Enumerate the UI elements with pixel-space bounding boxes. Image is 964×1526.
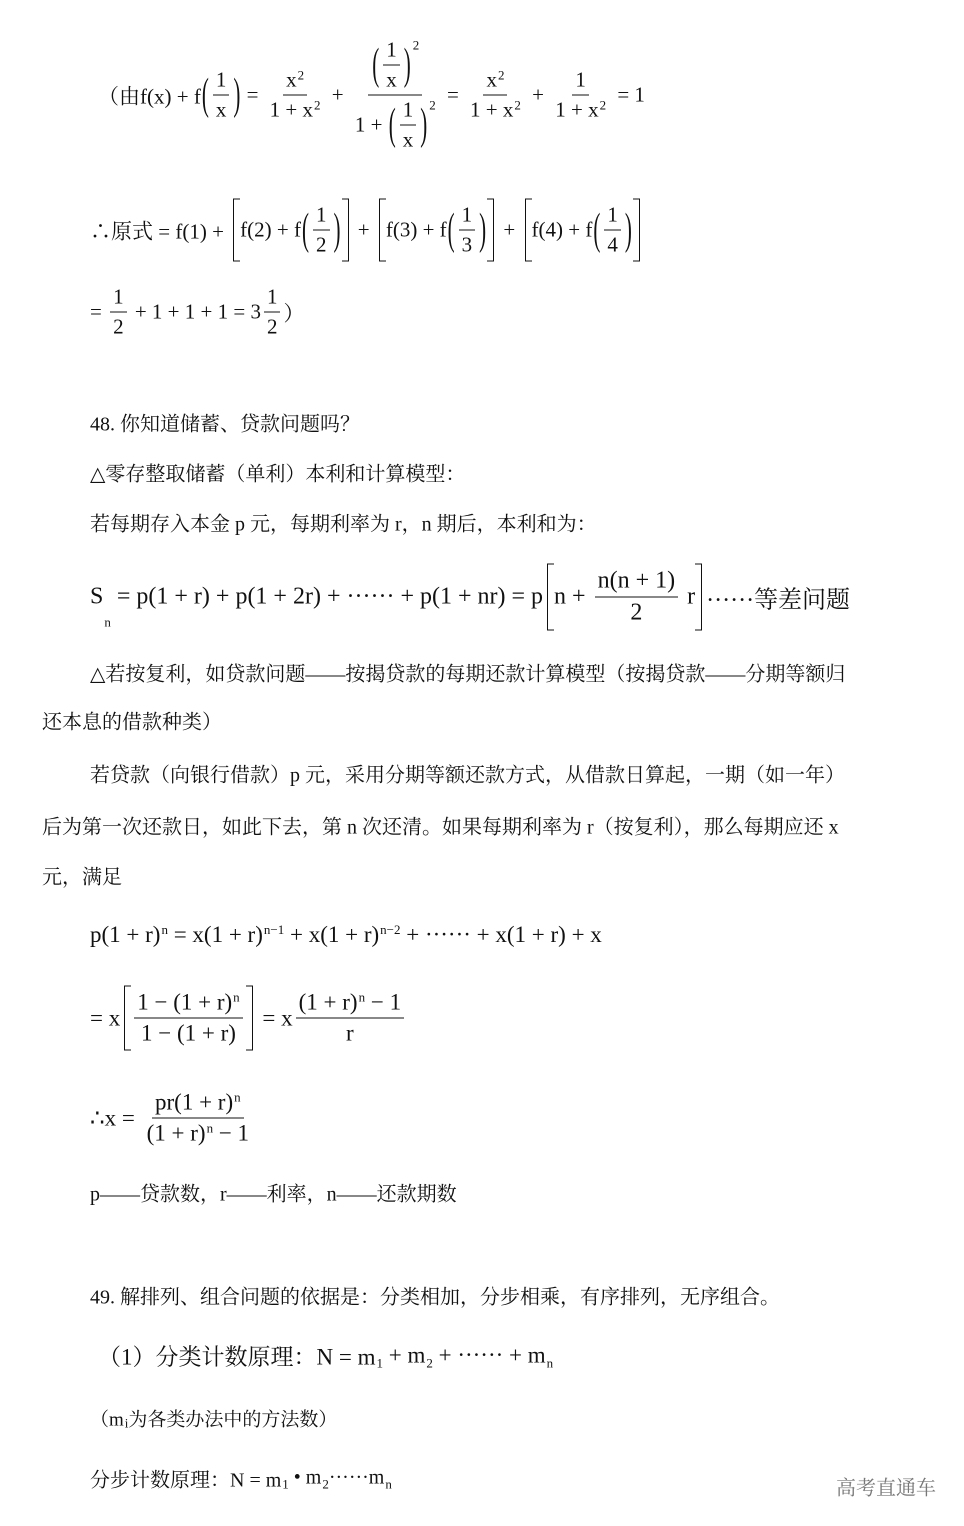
math-text: 4 [607, 232, 618, 257]
math-text: + ······ + m [432, 1342, 546, 1367]
math-text: • m [288, 1466, 322, 1489]
math-text: 2 [113, 314, 124, 339]
fraction [467, 68, 524, 123]
subscript: 2 [322, 1476, 329, 1492]
left-paren: ( [593, 203, 601, 255]
superscript: 2 [497, 67, 505, 83]
question-48-heading: 48. 你知道储蓄、贷款问题吗？ [90, 413, 360, 436]
right-paren: ) [624, 203, 632, 255]
math-text: (1 + r) [146, 1120, 206, 1146]
math-text: 1 − (1 + r) [140, 1020, 236, 1046]
math-text: f(4) + f [531, 217, 593, 242]
math-text: = x [90, 1005, 121, 1030]
math-text: 1 [386, 37, 397, 62]
parenthesized-group [201, 68, 242, 123]
left-paren: ( [372, 38, 380, 90]
denominator [459, 231, 476, 258]
math-text: = 1 [612, 82, 645, 107]
denominator [552, 96, 609, 123]
bracketed-group [547, 564, 702, 631]
numerator [110, 285, 127, 313]
math-text: n(n + 1) [597, 567, 676, 594]
math-text: = [241, 82, 264, 107]
denominator [352, 96, 439, 153]
numerator [313, 203, 330, 231]
superscript: 2 [514, 97, 521, 113]
loan-paragraph-line1: 若贷款（向银行借款）p 元，采用分期等额还款方式，从借款日算起，一期（如一年） [90, 764, 845, 787]
left-paren: ( [302, 203, 309, 255]
math-text: = x [256, 1005, 293, 1030]
subscript: 1 [282, 1476, 289, 1492]
math-text: f(3) + f [385, 217, 447, 242]
superscript: n [206, 1120, 214, 1136]
numerator [134, 990, 242, 1019]
math-text: 1 [402, 97, 414, 122]
question-49-heading: 49. 解排列、组合问题的依据是：分类相加，分步相乘，有序排列，无序组合。 [90, 1286, 780, 1309]
math-text: ∴原式 = f(1) + [90, 219, 230, 243]
math-text: 1 [113, 284, 124, 309]
numerator [459, 203, 476, 231]
numerator [483, 68, 507, 96]
math-text: 1 [461, 202, 473, 227]
numerator [152, 1090, 244, 1119]
superscript: 2 [429, 97, 436, 113]
math-text: − 1 [365, 989, 402, 1015]
parenthesized-group [301, 203, 342, 258]
math-text: ） [283, 301, 305, 325]
fraction [383, 38, 400, 93]
variable-legend: p——贷款数，r——利率，n——还款期数 [90, 1183, 457, 1206]
left-paren: ( [388, 98, 396, 150]
bracketed-group [124, 986, 252, 1051]
math-text: pr(1 + r) [155, 1089, 234, 1115]
fraction [595, 568, 679, 627]
superscript: n−2 [380, 922, 401, 937]
denominator [138, 1019, 239, 1047]
math-text: S [90, 583, 104, 610]
denominator [144, 1119, 252, 1147]
denominator [383, 66, 400, 93]
math-text: + x(1 + r) [284, 922, 380, 947]
math-text: p(1 + r) [90, 922, 161, 947]
right-paren: ) [420, 98, 428, 150]
fraction [213, 68, 230, 123]
math-text: + ······ + x(1 + r) + x [400, 922, 602, 947]
loan-paragraph-line3: 元，满足 [42, 866, 122, 889]
math-text: + [352, 217, 375, 242]
subscript: n [104, 614, 111, 630]
fraction [144, 1090, 252, 1147]
subscript: n [546, 1355, 554, 1371]
math-text: 1 [215, 67, 227, 92]
math-text: 1 + x [470, 97, 514, 122]
math-text: 1 + x [269, 97, 314, 122]
math-text: = x(1 + r) [167, 922, 263, 947]
superscript: 2 [297, 67, 305, 83]
simple-interest-description: 若每期存入本金 p 元，每期利率为 r，n 期后，本利和为： [90, 513, 597, 536]
math-text: 1 + [354, 112, 388, 137]
fraction [459, 203, 476, 258]
denominator [213, 96, 230, 123]
formula-result [90, 285, 304, 340]
denominator [343, 1019, 357, 1047]
math-text: = [441, 82, 465, 107]
math-text: (1 + r) [298, 989, 358, 1015]
math-text: （m [90, 1409, 124, 1431]
numerator [213, 68, 230, 96]
math-text: （1）分类计数原理：N = m [98, 1344, 376, 1370]
left-paren: ( [447, 203, 455, 255]
fraction [604, 203, 621, 258]
math-text: 3 [461, 232, 473, 257]
math-text: x [286, 67, 297, 92]
formula-loan-sum [90, 986, 407, 1051]
math-text: ∴x = [90, 1105, 141, 1130]
formula-original-expression [90, 199, 644, 262]
superscript: n [161, 922, 168, 937]
math-text: x [215, 97, 227, 122]
fraction [264, 285, 281, 340]
denominator [267, 96, 324, 123]
compound-interest-paragraph-line1: △若按复利，如贷款问题——按揭贷款的每期还款计算模型（按揭贷款——分期等额归 [90, 663, 846, 686]
math-text: + [526, 82, 550, 107]
numerator [368, 38, 422, 96]
denominator [604, 231, 621, 258]
math-text: + [498, 217, 521, 242]
bracketed-group [379, 199, 494, 262]
bracketed-group [233, 199, 348, 262]
parenthesized-group [592, 203, 633, 258]
subscript: n [385, 1476, 392, 1492]
fraction [267, 68, 324, 123]
subscript: 2 [426, 1355, 433, 1371]
fraction [352, 38, 439, 153]
math-text: = [90, 299, 108, 324]
superscript: 2 [314, 97, 321, 113]
math-text: 2 [630, 599, 643, 626]
formula-sn [90, 564, 850, 631]
math-text: 2 [316, 232, 327, 257]
superscript: n [234, 1089, 241, 1105]
fraction [552, 68, 609, 123]
numerator [283, 68, 307, 96]
math-text: 1 [266, 284, 278, 309]
math-text: 1 [607, 202, 618, 227]
superscript: n [233, 989, 240, 1005]
denominator [627, 598, 645, 627]
math-text: 2 [266, 314, 278, 339]
math-text: + 1 + 1 + 1 = 3 [129, 299, 261, 324]
fraction [296, 990, 404, 1047]
numerator [264, 285, 281, 313]
parenthesized-group [447, 203, 488, 258]
right-paren: ) [233, 68, 241, 120]
compound-interest-paragraph-line2: 还本息的借款种类） [42, 711, 222, 734]
numerator [595, 568, 679, 598]
loan-paragraph-line2: 后为第一次还款日，如此下去，第 n 次还清。如果每期利率为 r（按复利），那么每期应还 x [42, 816, 839, 839]
denominator [313, 231, 330, 258]
fraction [110, 285, 127, 340]
subscript: i [124, 1415, 129, 1431]
math-text: 1 + x [555, 97, 599, 122]
math-text: = p(1 + r) + p(1 + 2r) + ······ + p(1 + nr) = p [110, 583, 544, 610]
math-text: 1 [316, 202, 327, 227]
math-text: ······m [328, 1466, 385, 1489]
math-text: 1 − (1 + r) [137, 989, 233, 1015]
numerator [296, 990, 404, 1019]
math-text: f(2) + f [240, 217, 301, 242]
numerator [400, 98, 417, 126]
simple-interest-model-title: △零存整取储蓄（单利）本利和计算模型： [90, 463, 466, 486]
formula-f-sum-identity [98, 38, 645, 153]
math-text: 1 [575, 67, 586, 92]
math-text: 分步计数原理：N = m [90, 1469, 282, 1492]
math-text: ······等差问题 [706, 587, 851, 614]
formula-x-solution [90, 1090, 255, 1147]
math-text: r [346, 1020, 354, 1046]
superscript: n [358, 989, 366, 1005]
math-text: r [681, 583, 696, 610]
math-text: （由f(x) + f [98, 84, 201, 108]
numerator [572, 68, 589, 96]
fraction [134, 990, 242, 1047]
formula-addition-principle [98, 1339, 553, 1372]
right-paren: ) [333, 203, 341, 255]
bracketed-group [525, 199, 640, 262]
denominator [110, 313, 127, 340]
right-paren: ) [479, 203, 487, 255]
math-text: − 1 [213, 1120, 250, 1146]
math-text: x [402, 127, 414, 152]
formula-multiplication-principle [90, 1464, 392, 1493]
math-text: + [326, 82, 349, 107]
superscript: 2 [412, 37, 420, 53]
parenthesized-group [371, 38, 412, 93]
watermark: 高考直通车 [836, 1475, 936, 1500]
subscript: 1 [376, 1355, 383, 1371]
math-text: n + [554, 583, 592, 610]
numerator [383, 38, 400, 66]
fraction [400, 98, 417, 153]
superscript: n−1 [263, 922, 285, 937]
math-text: + m [382, 1342, 426, 1367]
superscript: 2 [599, 97, 607, 113]
fraction [313, 203, 330, 258]
math-text: x [386, 67, 397, 92]
parenthesized-group [388, 98, 429, 153]
denominator [467, 96, 524, 123]
math-text: x [486, 67, 497, 92]
denominator [400, 126, 417, 153]
addition-principle-note [90, 1405, 337, 1432]
left-paren: ( [201, 68, 209, 120]
formula-loan-equation [90, 922, 602, 948]
denominator [264, 313, 281, 340]
math-text: 为各类办法中的方法数） [128, 1409, 338, 1431]
numerator [604, 203, 621, 231]
right-paren: ) [403, 38, 411, 90]
